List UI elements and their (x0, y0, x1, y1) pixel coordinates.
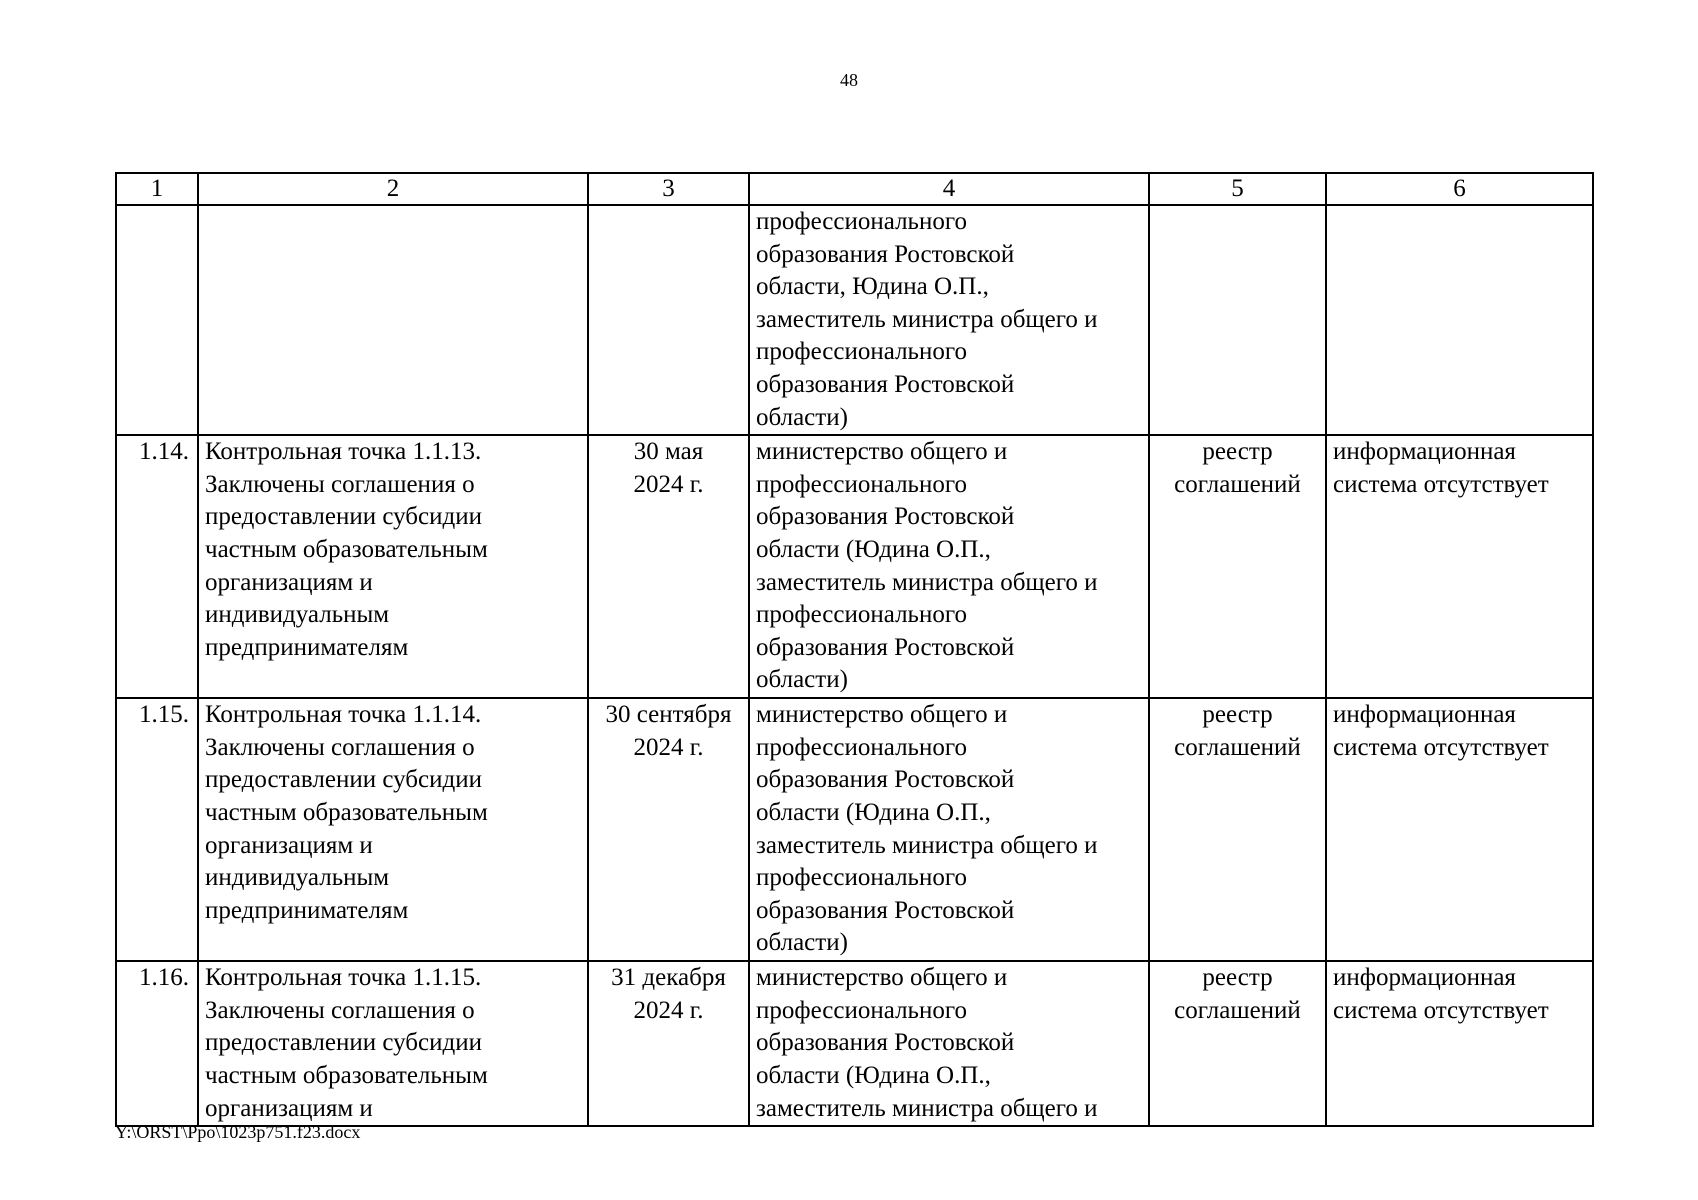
text-line: заместитель министра общего и (756, 831, 1098, 859)
document-cell (1149, 698, 1326, 961)
text-line: министерство общего и (756, 964, 1008, 992)
text-line: области, Юдина О.П., (756, 273, 989, 301)
text-line: профессионального (756, 864, 967, 892)
text-line: соглашений (1174, 470, 1301, 498)
system-cell (1326, 435, 1593, 698)
text-line: информационная (1333, 438, 1516, 466)
text-line: профессионального (756, 996, 967, 1024)
continuation-system-cell (1326, 205, 1593, 435)
text-line: система отсутствует (1333, 470, 1549, 498)
text-line: области) (756, 929, 848, 957)
document-cell (1149, 961, 1326, 1126)
text-line: организациям и (205, 1094, 373, 1122)
continuation-responsible-cell (749, 205, 1149, 435)
continuation-row (116, 205, 1593, 435)
row-number: 1.14. (139, 438, 189, 466)
text-line: реестр (1202, 701, 1273, 729)
text-line: Контрольная точка 1.1.15. (205, 964, 482, 992)
text-line: 31 декабря (611, 964, 726, 992)
text-line: образования Ростовской (756, 766, 1015, 794)
column-header-1: 1 (116, 173, 198, 205)
column-header-2: 2 (198, 173, 588, 205)
text-line: министерство общего и (756, 701, 1008, 729)
text-line: 2024 г. (633, 470, 704, 498)
table-header-row (116, 173, 1593, 205)
text-line: профессионального (756, 601, 967, 629)
text-line: образования Ростовской (756, 370, 1015, 398)
row-number: 1.15. (139, 701, 189, 729)
text-line: образования Ростовской (756, 896, 1015, 924)
text-line: индивидуальным (205, 601, 390, 629)
column-header-6: 6 (1326, 173, 1593, 205)
text-line: заместитель министра общего и (756, 568, 1098, 596)
text-line: профессионального (756, 208, 967, 235)
text-line: области) (756, 403, 848, 431)
text-line: образования Ростовской (756, 1029, 1015, 1057)
system-cell (1326, 961, 1593, 1126)
text-line: министерство общего и (756, 438, 1008, 466)
text-line: области) (756, 666, 848, 694)
text-line: реестр (1202, 964, 1273, 992)
text-line: частным образовательным (205, 798, 488, 826)
control-points-table (115, 172, 1594, 1127)
event-cell (198, 961, 588, 1126)
date-cell (588, 435, 749, 698)
text-line: заместитель министра общего и (756, 305, 1098, 333)
responsible-cell (749, 698, 1149, 961)
row-number-cell (116, 961, 198, 1126)
responsible-cell (749, 961, 1149, 1126)
row-number-cell (116, 698, 198, 961)
text-line: предоставлении субсидии (205, 503, 482, 531)
text-line: образования Ростовской (756, 240, 1015, 268)
text-line: информационная (1333, 701, 1516, 729)
text-line: профессионального (756, 338, 967, 366)
column-header-3: 3 (588, 173, 749, 205)
text-line: образования Ростовской (756, 633, 1015, 661)
text-line: предоставлении субсидии (205, 766, 482, 794)
text-line: Заключены соглашения о (205, 470, 475, 498)
text-line: 30 сентября (605, 701, 732, 729)
continuation-date-cell (588, 205, 749, 435)
table-row (116, 961, 1593, 1126)
row-number-cell (116, 435, 198, 698)
text-line: заместитель министра общего и (756, 1094, 1098, 1122)
text-line: Заключены соглашения о (205, 996, 475, 1024)
text-line: организациям и (205, 831, 373, 859)
text-line: области (Юдина О.П., (756, 798, 991, 826)
document-cell (1149, 435, 1326, 698)
footer-file-path: Y:\ORST\Ppo\1023p751.f23.docx (115, 1122, 361, 1142)
text-line: соглашений (1174, 733, 1301, 761)
text-line: информационная (1333, 964, 1516, 992)
text-line: система отсутствует (1333, 996, 1549, 1024)
text-line: индивидуальным (205, 864, 390, 892)
text-line: Контрольная точка 1.1.14. (205, 701, 482, 729)
text-line: области (Юдина О.П., (756, 535, 991, 563)
continuation-event-cell (198, 205, 588, 435)
event-cell (198, 698, 588, 961)
row-number: 1.16. (139, 964, 189, 992)
table-row (116, 435, 1593, 698)
event-cell (198, 435, 588, 698)
text-line: система отсутствует (1333, 733, 1549, 761)
text-line: предоставлении субсидии (205, 1029, 482, 1057)
responsible-cell (749, 435, 1149, 698)
text-line: организациям и (205, 568, 373, 596)
date-cell (588, 961, 749, 1126)
text-line: образования Ростовской (756, 503, 1015, 531)
column-header-4: 4 (749, 173, 1149, 205)
text-line: 30 мая (633, 438, 704, 466)
date-cell (588, 698, 749, 961)
text-line: предпринимателям (205, 896, 409, 924)
text-line: реестр (1202, 438, 1273, 466)
page-number: 48 (840, 70, 858, 90)
text-line: частным образовательным (205, 1061, 488, 1089)
text-line: Контрольная точка 1.1.13. (205, 438, 482, 466)
text-line: профессионального (756, 733, 967, 761)
continuation-num-cell (116, 205, 198, 435)
text-line: области (Юдина О.П., (756, 1061, 991, 1089)
continuation-document-cell (1149, 205, 1326, 435)
text-line: профессионального (756, 470, 967, 498)
text-line: предпринимателям (205, 633, 409, 661)
text-line: 2024 г. (633, 996, 704, 1024)
text-line: соглашений (1174, 996, 1301, 1024)
system-cell (1326, 698, 1593, 961)
column-header-5: 5 (1149, 173, 1326, 205)
text-line: частным образовательным (205, 535, 488, 563)
text-line: Заключены соглашения о (205, 733, 475, 761)
text-line: 2024 г. (633, 733, 704, 761)
table-row (116, 698, 1593, 961)
